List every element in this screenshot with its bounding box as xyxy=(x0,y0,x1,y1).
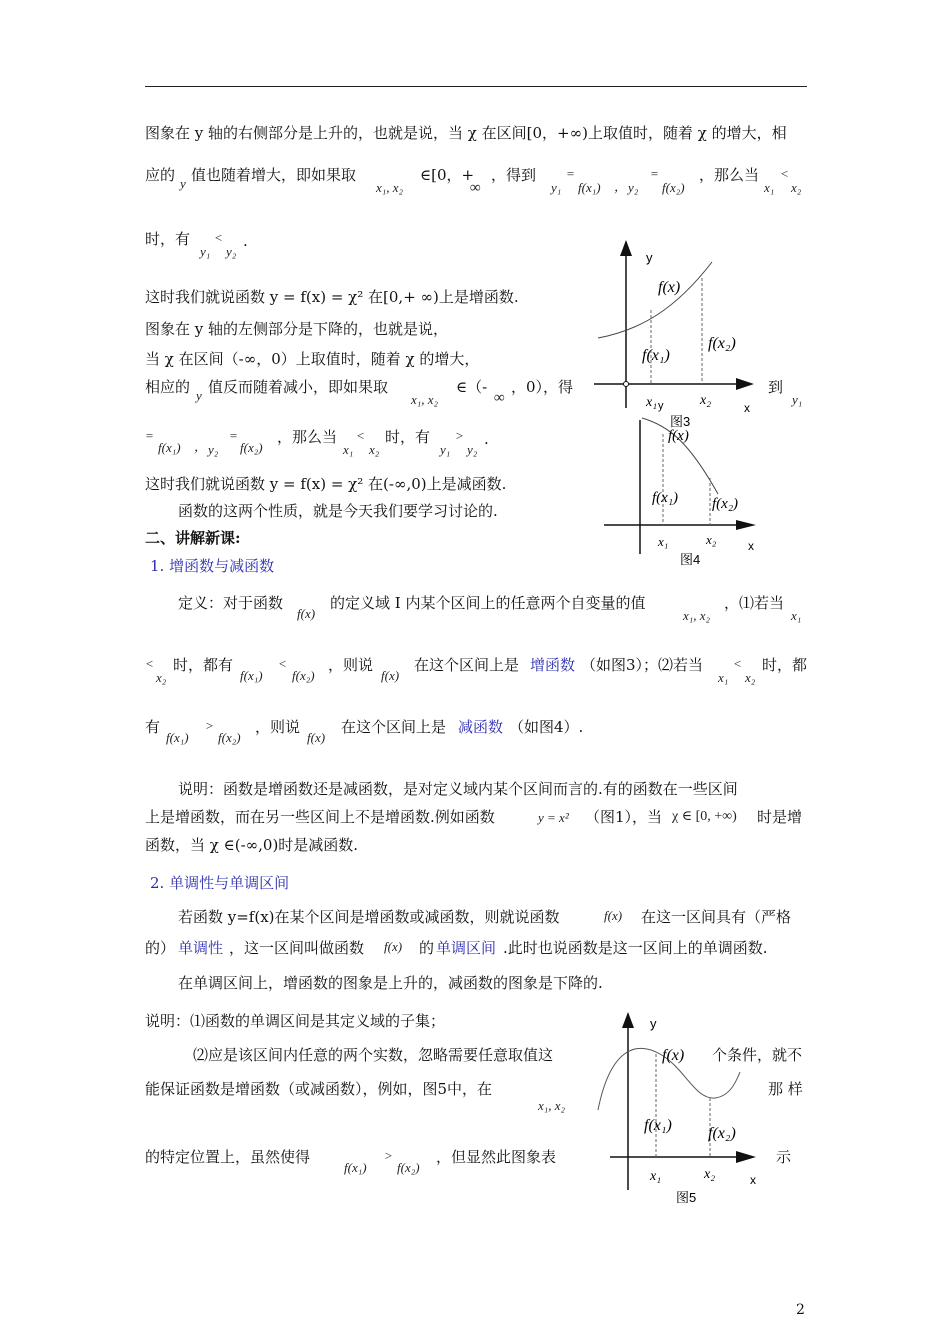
text-line: （图1），当 xyxy=(585,808,663,826)
text-line: ⑵应是该区间内任意的两个实数，忽略需要任意取值这 xyxy=(193,1046,554,1064)
math-fx2: f(x₂) xyxy=(397,1160,420,1175)
math-lt: < xyxy=(356,428,365,443)
math-comma: ， xyxy=(194,439,208,454)
text-line: ，则说 xyxy=(328,656,374,674)
text-line: ，那么当 xyxy=(277,428,338,446)
text-line: （如图4）. xyxy=(509,718,584,736)
text-line: 这时我们就说函数 y = f(x) = χ² 在(-∞,0)上是减函数. xyxy=(145,475,507,493)
fig3-x2-label: x₂ xyxy=(700,393,712,408)
fig4-fx-label: f(x) xyxy=(668,428,689,444)
math-fx2: f(x₂) xyxy=(218,730,241,745)
text-line: 图象在 y 轴的左侧部分是下降的，也就是说， xyxy=(145,320,449,338)
math-lt: < xyxy=(780,166,789,181)
text-line: 在单调区间上，增函数的图象是上升的，减函数的图象是下降的. xyxy=(178,974,603,992)
fig3-fx2-label: f(x₂) xyxy=(708,335,736,352)
text-line: 这时我们就说函数 y = f(x) = χ² 在[0,+ ∞)上是增函数. xyxy=(145,288,519,306)
fig5-fx-label: f(x) xyxy=(662,1047,685,1064)
subsection-heading: 1. 增函数与减函数 xyxy=(150,557,275,575)
math-y1: y₁ xyxy=(792,392,803,407)
math-lt: < xyxy=(214,230,223,245)
text-line: （如图3）；⑵若当 xyxy=(581,656,704,674)
math-lt: < xyxy=(278,656,287,671)
fig3-y-label: y xyxy=(646,250,653,265)
math-gt: > xyxy=(455,428,464,443)
math-y: y xyxy=(196,388,202,403)
math-y1: y₁ xyxy=(200,244,211,259)
fig5-fx2-label: f(x₂) xyxy=(708,1125,736,1142)
fig4-x2-label: x₂ xyxy=(706,532,717,547)
math-gt: > xyxy=(384,1148,393,1163)
text-line: 相应的 xyxy=(145,378,191,396)
text-line: ，⑴若当 xyxy=(724,594,785,612)
math-fx1: f(x₁) xyxy=(158,440,181,455)
math-y1: y₁ xyxy=(551,180,562,195)
fig3-x-label: x xyxy=(744,401,750,415)
text-line: 若函数 y=f(x)在某个区间是增函数或减函数，则就说函数 xyxy=(178,908,560,926)
fig3-fx1-label: f(x₁) xyxy=(642,347,670,364)
math-lt: < xyxy=(145,656,154,671)
figure-5 xyxy=(590,1010,770,1210)
y-axis-arrow xyxy=(622,1012,634,1028)
math-fx: f(x) xyxy=(604,908,623,923)
math-y2: y₂ xyxy=(208,442,219,457)
text-line: 有 xyxy=(145,718,161,736)
fig4-fx1-label: f(x₁) xyxy=(652,490,679,506)
text-line: 能保证函数是增函数（或减函数），例如，图5中，在 xyxy=(145,1080,493,1098)
fig4-caption: 图4 xyxy=(680,552,701,567)
math-fx2: f(x₂) xyxy=(240,440,263,455)
math-fx2: f(x₂) xyxy=(662,180,685,195)
math-eq: = xyxy=(145,428,154,443)
fig3-x1-label: x₁ xyxy=(646,395,658,410)
math-fx: f(x) xyxy=(381,668,400,683)
math-x1x2: x₁, x₂ xyxy=(538,1098,566,1113)
math-x1x2: x₁, x₂ xyxy=(376,180,404,195)
fig5-x1-label: x₁ xyxy=(650,1169,662,1184)
page-number: 2 xyxy=(796,1302,805,1318)
increasing-curve xyxy=(598,262,712,338)
text-line: ，这一区间叫做函数 xyxy=(229,939,365,957)
fig5-caption: 图5 xyxy=(676,1190,697,1205)
math-x1: x₁ xyxy=(791,608,802,623)
text-line: 时，都 xyxy=(762,656,808,674)
math-x1: x₁ xyxy=(764,180,775,195)
math-fx2: f(x₂) xyxy=(292,668,315,683)
fig3-y-small-label: y xyxy=(658,400,664,412)
fig4-x-label: x xyxy=(748,539,754,553)
fig5-x2-label: x₂ xyxy=(704,1167,716,1182)
text-line: 说明：函数是增函数还是减函数，是对定义域内某个区间而言的.有的函数在一些区间 xyxy=(178,780,738,798)
x-axis-arrow xyxy=(736,378,754,390)
math-x1x2: x₁, x₂ xyxy=(411,392,439,407)
math-x2: x₂ xyxy=(156,670,167,685)
text-line: 时，有 xyxy=(145,230,191,248)
fig5-fx1-label: f(x₁) xyxy=(644,1117,672,1134)
x-axis-arrow xyxy=(736,520,756,530)
text-line: 在这个区间上是 xyxy=(341,718,447,736)
text-line: 函数的这两个性质，就是今天我们要学习讨论的. xyxy=(178,502,498,520)
subsection-heading: 2. 单调性与单调区间 xyxy=(150,874,290,892)
math-infinity: ∞ xyxy=(494,390,505,406)
text-line: ，则说 xyxy=(255,718,301,736)
math-fx: f(x) xyxy=(384,939,403,954)
text-line: 图象在 y 轴的右侧部分是上升的，也就是说，当 χ 在区间[0，+∞)上取值时，随着 χ 的增大，相 xyxy=(145,124,787,142)
fig4-x1-label: x₁ xyxy=(658,534,669,549)
text-line: 时是增 xyxy=(757,808,803,826)
math-eq: = xyxy=(650,166,659,181)
text-line: 值也随着增大，即如果取 xyxy=(191,166,357,184)
text-line: 的 xyxy=(419,939,435,957)
text-line: 当 χ 在区间（-∞，0）上取值时，随着 χ 的增大， xyxy=(145,350,480,368)
math-y2: y₂ xyxy=(226,244,237,259)
text-line: . xyxy=(243,232,248,250)
text-line: 定义：对于函数 xyxy=(178,594,284,612)
math-eq: = xyxy=(229,428,238,443)
section-heading: 二、讲解新课: xyxy=(145,529,241,547)
text-line: 函数，当 χ ∈(-∞,0)时是减函数. xyxy=(145,836,359,854)
math-fx1: f(x₁) xyxy=(240,668,263,683)
text-line: ，0），得 xyxy=(511,378,574,396)
math-fx1: f(x₁) xyxy=(344,1160,367,1175)
text-line: 在这一区间具有（严格 xyxy=(641,908,792,926)
text-line: ∈（- xyxy=(456,378,488,396)
text-line: 值反而随着减小，即如果取 xyxy=(208,378,389,396)
text-line: 时，都有 xyxy=(173,656,234,674)
term-increasing: 增函数 xyxy=(530,656,576,674)
term-monotonicity: 单调性 xyxy=(178,939,224,957)
math-eq: = xyxy=(566,166,575,181)
text-line: . xyxy=(484,430,489,448)
text-line: ，得到 xyxy=(491,166,537,184)
text-line: 的定义域 I 内某个区间上的任意两个自变量的值 xyxy=(330,594,646,612)
math-y2: y₂ xyxy=(628,180,639,195)
math-x-in: χ ∈ [0, +∞) xyxy=(672,809,737,824)
math-y2: y₂ xyxy=(467,442,478,457)
text-line: 示 xyxy=(776,1148,792,1166)
text-line: 说明：⑴函数的单调区间是其定义域的子集； xyxy=(145,1012,446,1030)
text-line: 上是增函数，而在另一些区间上不是增函数.例如函数 xyxy=(145,808,495,826)
text-line: 到 xyxy=(768,378,784,396)
text-line: 在这个区间上是 xyxy=(414,656,520,674)
math-comma: ， xyxy=(614,179,628,194)
text-line: 个条件，就不 xyxy=(712,1046,803,1064)
fig5-y-label: y xyxy=(650,1016,657,1031)
math-fx: f(x) xyxy=(307,730,326,745)
math-x2: x₂ xyxy=(791,180,802,195)
math-gt: > xyxy=(205,718,214,733)
header-rule xyxy=(145,86,807,87)
text-line: 时，有 xyxy=(385,428,431,446)
text-line: 的特定位置上，虽然使得 xyxy=(145,1148,311,1166)
fig4-fx2-label: f(x₂) xyxy=(712,496,739,512)
math-fx: f(x) xyxy=(297,606,316,621)
text-line: ，那么当 xyxy=(699,166,760,184)
fig3-caption: 图3 xyxy=(670,414,691,429)
math-y: y xyxy=(180,176,186,191)
term-monotone-interval: 单调区间 xyxy=(436,939,497,957)
y-axis-arrow xyxy=(620,240,632,256)
math-x2: x₂ xyxy=(369,442,380,457)
origin xyxy=(624,382,629,387)
math-y-eq-x2: y = x² xyxy=(538,810,569,825)
math-infinity: ∞ xyxy=(470,180,481,196)
figure-3 xyxy=(590,240,770,430)
text-line: 的） xyxy=(145,939,176,957)
text-line: 应的 xyxy=(145,166,176,184)
math-y1: y₁ xyxy=(440,442,451,457)
math-x1: x₁ xyxy=(343,442,354,457)
figure-4 xyxy=(600,414,770,574)
math-x1x2: x₁, x₂ xyxy=(683,608,711,623)
term-decreasing: 减函数 xyxy=(458,718,504,736)
text-line: ，但显然此图象表 xyxy=(436,1148,557,1166)
math-lt: < xyxy=(733,656,742,671)
math-fx1: f(x₁) xyxy=(166,730,189,745)
math-fx1: f(x₁) xyxy=(578,180,601,195)
text-line: .此时也说函数是这一区间上的单调函数. xyxy=(503,939,768,957)
fig3-fx-label: f(x) xyxy=(658,279,681,296)
math-x1: x₁ xyxy=(718,670,729,685)
math-x2: x₂ xyxy=(745,670,756,685)
fig5-x-label: x xyxy=(750,1173,756,1187)
text-line: ∈[0，+ xyxy=(420,166,475,184)
text-line: 那 样 xyxy=(768,1080,803,1098)
x-axis-arrow xyxy=(736,1151,756,1163)
